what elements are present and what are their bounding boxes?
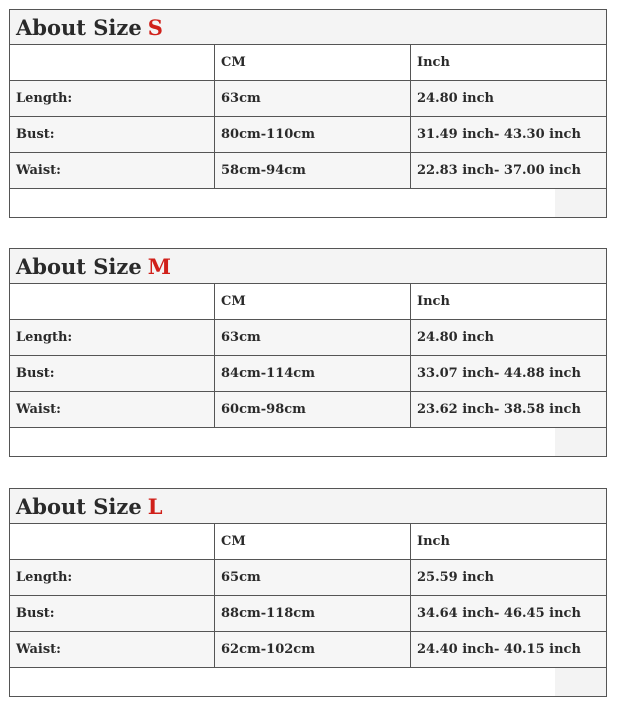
blank-row bbox=[10, 668, 606, 696]
row-inch: 23.62 inch- 38.58 inch bbox=[411, 392, 606, 427]
table-row bbox=[10, 117, 606, 153]
table-row bbox=[10, 320, 606, 356]
header-cm: CM bbox=[215, 284, 411, 319]
row-cm: 65cm bbox=[215, 560, 411, 595]
row-inch: 22.83 inch- 37.00 inch bbox=[411, 153, 606, 188]
table-row bbox=[10, 153, 606, 189]
row-label: Bust: bbox=[10, 596, 215, 631]
row-label: Length: bbox=[10, 560, 215, 595]
header-cm: CM bbox=[215, 524, 411, 559]
header-label-cell bbox=[10, 45, 215, 80]
row-cm: 60cm-98cm bbox=[215, 392, 411, 427]
row-cm: 62cm-102cm bbox=[215, 632, 411, 667]
row-label: Length: bbox=[10, 320, 215, 355]
table-title bbox=[10, 10, 606, 45]
table-title bbox=[10, 489, 606, 524]
size-table-m bbox=[9, 248, 607, 457]
row-cm: 58cm-94cm bbox=[215, 153, 411, 188]
header-label-cell bbox=[10, 284, 215, 319]
size-table-l bbox=[9, 488, 607, 697]
title-prefix: About Size bbox=[16, 14, 142, 40]
row-cm: 84cm-114cm bbox=[215, 356, 411, 391]
size-letter: M bbox=[147, 253, 171, 279]
row-inch: 34.64 inch- 46.45 inch bbox=[411, 596, 606, 631]
size-letter: S bbox=[147, 14, 163, 40]
row-label: Bust: bbox=[10, 356, 215, 391]
header-row bbox=[10, 45, 606, 81]
row-inch: 24.80 inch bbox=[411, 320, 606, 355]
header-inch: Inch bbox=[411, 524, 606, 559]
table-row bbox=[10, 356, 606, 392]
header-row bbox=[10, 524, 606, 560]
row-inch: 33.07 inch- 44.88 inch bbox=[411, 356, 606, 391]
header-label-cell bbox=[10, 524, 215, 559]
blank-row bbox=[10, 428, 606, 456]
row-label: Bust: bbox=[10, 117, 215, 152]
row-cm: 88cm-118cm bbox=[215, 596, 411, 631]
blank-row bbox=[10, 189, 606, 217]
row-inch: 25.59 inch bbox=[411, 560, 606, 595]
row-cm: 80cm-110cm bbox=[215, 117, 411, 152]
row-label: Waist: bbox=[10, 632, 215, 667]
title-prefix: About Size bbox=[16, 253, 142, 279]
table-title bbox=[10, 249, 606, 284]
row-inch: 24.80 inch bbox=[411, 81, 606, 116]
header-inch: Inch bbox=[411, 45, 606, 80]
row-cm: 63cm bbox=[215, 81, 411, 116]
table-row bbox=[10, 392, 606, 428]
table-row bbox=[10, 560, 606, 596]
header-row bbox=[10, 284, 606, 320]
row-label: Waist: bbox=[10, 392, 215, 427]
size-letter: L bbox=[147, 493, 163, 519]
header-cm: CM bbox=[215, 45, 411, 80]
row-inch: 24.40 inch- 40.15 inch bbox=[411, 632, 606, 667]
row-label: Waist: bbox=[10, 153, 215, 188]
table-row bbox=[10, 632, 606, 668]
table-row bbox=[10, 81, 606, 117]
row-label: Length: bbox=[10, 81, 215, 116]
size-table-s bbox=[9, 9, 607, 218]
header-inch: Inch bbox=[411, 284, 606, 319]
row-inch: 31.49 inch- 43.30 inch bbox=[411, 117, 606, 152]
table-row bbox=[10, 596, 606, 632]
title-prefix: About Size bbox=[16, 493, 142, 519]
row-cm: 63cm bbox=[215, 320, 411, 355]
